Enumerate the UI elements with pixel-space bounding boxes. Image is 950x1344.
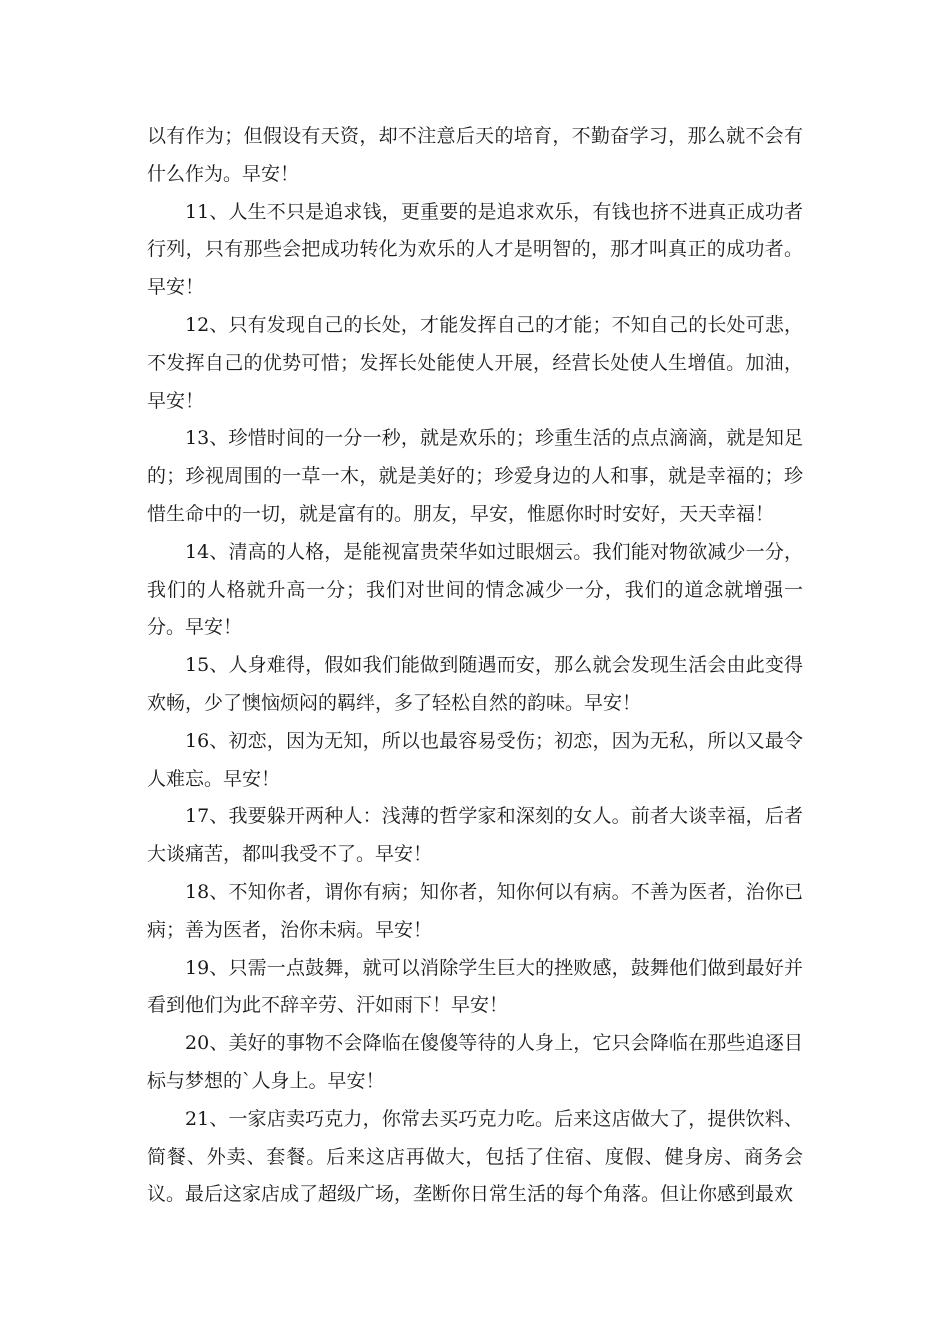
paragraph-20: 20、美好的事物不会降临在傻傻等待的人身上，它只会降临在那些追逐目标与梦想的`人身上。早安！	[147, 1032, 803, 1092]
paragraph-17: 17、我要躲开两种人：浅薄的哲学家和深刻的女人。前者大谈幸福，后者大谈痛苦，都叫我受不了。早安！	[147, 805, 803, 866]
paragraph-15: 15、人身难得，假如我们能做到随遇而安，那么就会发现生活会由此变得欢畅，少了懊恼烦闷的羁绊，多了轻松自然的韵味。早安！	[147, 654, 803, 714]
paragraph-19: 19、只需一点鼓舞，就可以消除学生巨大的挫败感，鼓舞他们做到最好并看到他们为此不辞辛劳、汗如雨下！早安！	[147, 956, 803, 1017]
paragraph-16: 16、初恋，因为无知，所以也最容易受伤；初恋，因为无私，所以又最令人难忘。早安！	[147, 729, 803, 790]
document-body	[147, 118, 803, 1214]
paragraph-continuation: 以有作为；但假设有天资，却不注意后天的培育，不勤奋学习，那么就不会有什么作为。早安！	[147, 125, 803, 185]
paragraph-11: 11、人生不只是追求钱，更重要的是追求欢乐，有钱也挤不进真正成功者行列，只有那些会把成功转化为欢乐的人才是明智的，那才叫真正的成功者。早安！	[147, 200, 803, 299]
paragraph-21: 21、一家店卖巧克力，你常去买巧克力吃。后来这店做大了，提供饮料、简餐、外卖、套餐。后来这店再做大，包括了住宿、度假、健身房、商务会议。最后这家店成了超级广场，垄断你日常生活的每个角落。但让你感到最欢	[147, 1107, 803, 1206]
paragraph-13: 13、珍惜时间的一分一秒，就是欢乐的；珍重生活的点点滴滴，就是知足的；珍视周围的一草一木，就是美好的；珍爱身边的人和事，就是幸福的；珍惜生命中的一切，就是富有的。朋友，早安，惟愿你时时安好，天天幸福！	[147, 427, 803, 525]
paragraph-12: 12、只有发现自己的长处，才能发挥自己的才能；不知自己的长处可悲，不发挥自己的优势可惜；发挥长处能使人开展，经营长处使人生增值。加油，早安！	[147, 313, 803, 412]
paragraph-18: 18、不知你者，谓你有病；知你者，知你何以有病。不善为医者，治你已病；善为医者，治你未病。早安！	[147, 880, 803, 941]
paragraph-14: 14、清高的人格，是能视富贵荣华如过眼烟云。我们能对物欲减少一分，我们的人格就升高一分；我们对世间的情念减少一分，我们的道念就增强一分。早安！	[147, 540, 803, 639]
